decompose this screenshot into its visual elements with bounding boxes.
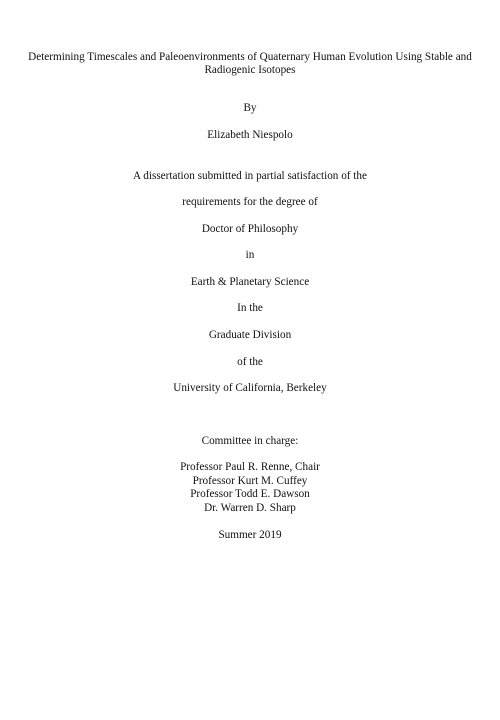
committee-heading: Committee in charge: (201, 435, 299, 447)
dissertation-title: Determining Timescales and Paleoenvironments of Quaternary Human Evolution Using Stable and Radiogenic Isotopes (28, 51, 472, 76)
statement-line-2: requirements for the degree of (182, 196, 318, 208)
author-name: Elizabeth Niespolo (207, 129, 293, 141)
by-label: By (243, 102, 257, 114)
statement-line-1: A dissertation submitted in partial satisfaction of the (133, 170, 367, 182)
submission-term: Summer 2019 (218, 529, 282, 541)
university-name: University of California, Berkeley (173, 382, 327, 394)
committee-member: Professor Todd E. Dawson (190, 488, 310, 500)
degree-name: Doctor of Philosophy (201, 223, 299, 235)
committee-list (0, 461, 500, 515)
committee-member: Professor Kurt M. Cuffey (192, 474, 308, 487)
division-name: Graduate Division (208, 329, 292, 341)
statement-line-in: in (245, 249, 255, 261)
committee-member: Professor Paul R. Renne, Chair (180, 461, 320, 473)
statement-line-in-the: In the (237, 302, 263, 314)
statement-line-of-the: of the (237, 356, 263, 368)
field-name: Earth & Planetary Science (190, 276, 310, 288)
committee-member: Dr. Warren D. Sharp (204, 501, 296, 514)
